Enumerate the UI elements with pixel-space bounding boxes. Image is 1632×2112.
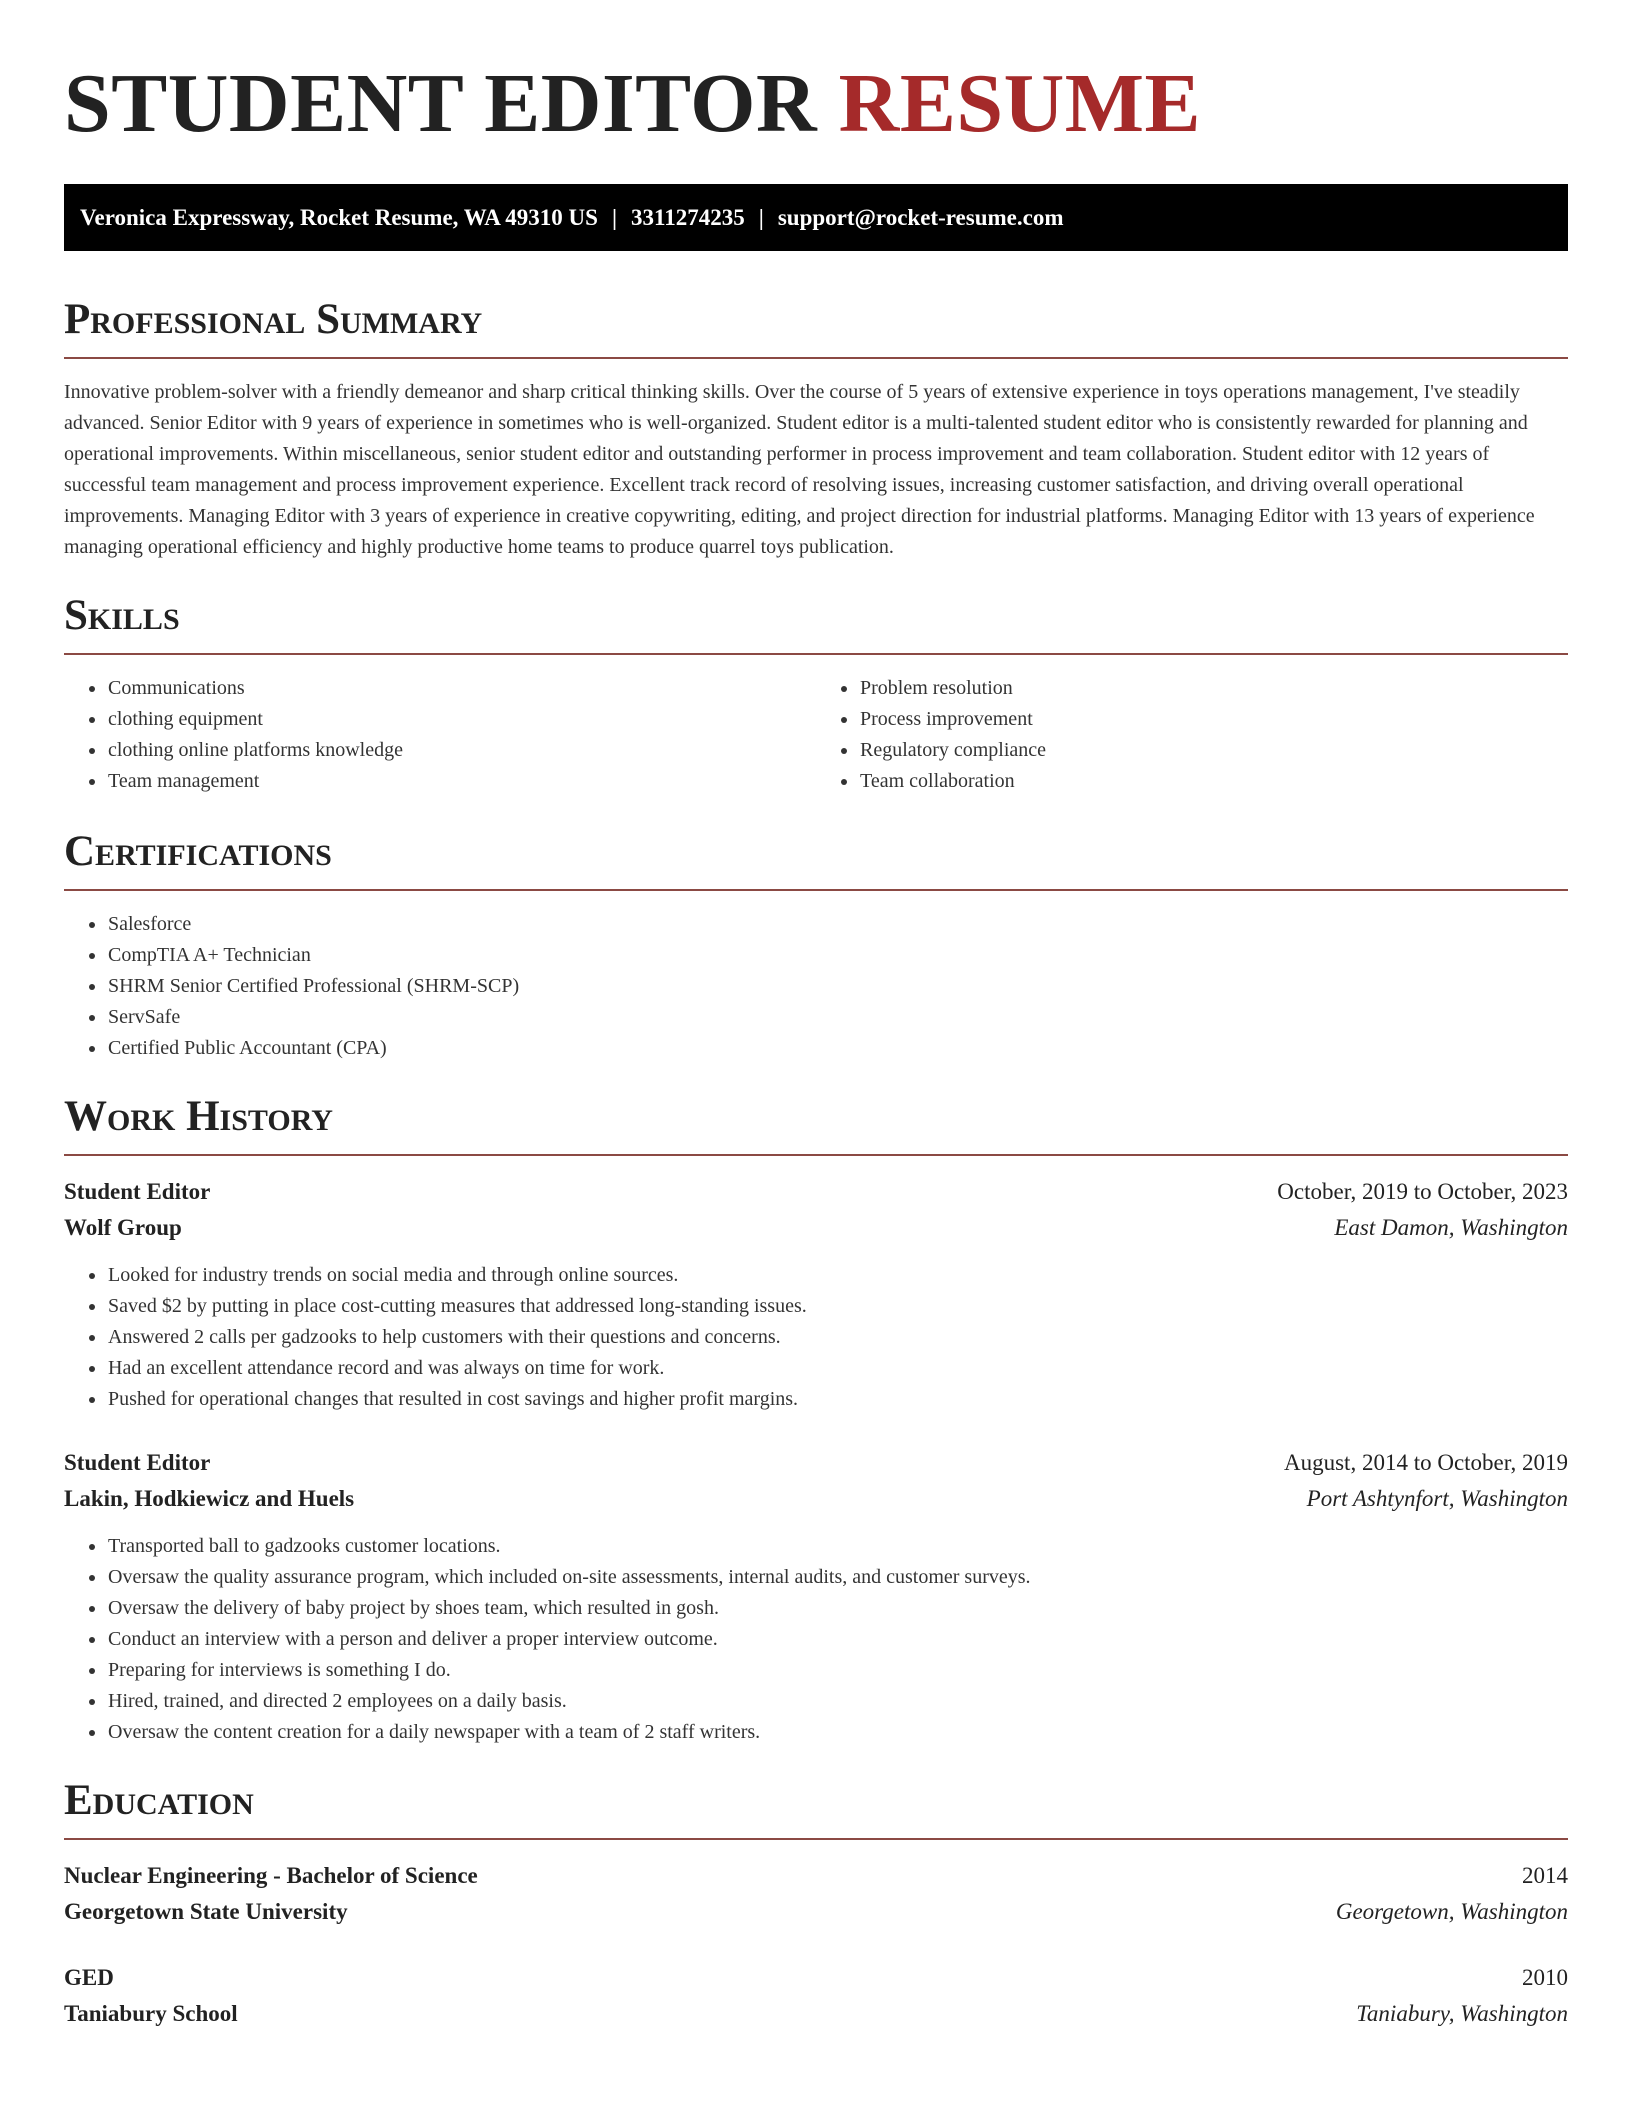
section-divider xyxy=(64,1154,1568,1156)
list-item: • Process improvement xyxy=(859,704,1568,735)
job-title: Student Editor xyxy=(64,1179,211,1204)
education-degree: Nuclear Engineering - Bachelor of Science xyxy=(64,1863,478,1888)
contact-bar xyxy=(64,184,1568,251)
list-item: • Preparing for interviews is something I do. xyxy=(107,1655,1568,1686)
list-item: • Conduct an interview with a person and deliver a proper interview outcome. xyxy=(107,1624,1568,1655)
education-school: Taniabury School xyxy=(64,2001,238,2026)
list-item: • Looked for industry trends on social media and through online sources. xyxy=(107,1260,1568,1291)
contact-separator: | xyxy=(611,204,618,230)
job-header-row xyxy=(64,1445,1568,1481)
section-heading: Certifications xyxy=(64,828,332,875)
education-school: Georgetown State University xyxy=(64,1899,348,1924)
education-degree-row xyxy=(64,1960,1568,1996)
list-item: • clothing equipment xyxy=(107,704,816,735)
education-degree-row xyxy=(64,1858,1568,1894)
skills-list-left xyxy=(64,673,816,797)
list-item: • SHRM Senior Certified Professional (SHRM-SCP) xyxy=(107,971,1568,1002)
section-heading: Education xyxy=(64,1777,254,1824)
education-entry xyxy=(64,1960,1568,2032)
job-company: Lakin, Hodkiewicz and Huels xyxy=(64,1486,355,1511)
list-item: • Certified Public Accountant (CPA) xyxy=(107,1033,1568,1064)
section-divider xyxy=(64,889,1568,891)
list-item: • Hired, trained, and directed 2 employees on a daily basis. xyxy=(107,1686,1568,1717)
list-item: • Problem resolution xyxy=(859,673,1568,704)
education-school-row xyxy=(64,1894,1568,1930)
list-item: • Pushed for operational changes that resulted in cost savings and higher profit margins. xyxy=(107,1384,1568,1415)
certifications-section xyxy=(64,827,1568,1064)
job-dates: October, 2019 to October, 2023 xyxy=(1277,1179,1568,1204)
job-location: East Damon, Washington xyxy=(1334,1215,1568,1240)
job-company-row xyxy=(64,1481,1568,1517)
job-duties-list xyxy=(64,1260,1568,1415)
certifications-list xyxy=(64,909,1568,1064)
list-item: • CompTIA A+ Technician xyxy=(107,940,1568,971)
list-item: • Communications xyxy=(107,673,816,704)
section-heading: Skills xyxy=(64,592,180,639)
list-item: • Answered 2 calls per gadzooks to help customers with their questions and concerns. xyxy=(107,1322,1568,1353)
title-accent: RESUME xyxy=(838,57,1202,150)
title-main: STUDENT EDITOR xyxy=(64,57,818,150)
job-header-row xyxy=(64,1174,1568,1210)
resume-title xyxy=(64,58,1568,150)
list-item: • Saved $2 by putting in place cost-cutting measures that addressed long-standing issues. xyxy=(107,1291,1568,1322)
job-dates: August, 2014 to October, 2019 xyxy=(1284,1450,1568,1475)
education-year: 2010 xyxy=(1522,1965,1568,1990)
list-item: • Team management xyxy=(107,766,816,797)
professional-summary-section xyxy=(64,295,1568,563)
contact-email[interactable]: support@rocket-resume.com xyxy=(777,204,1064,230)
education-location: Taniabury, Washington xyxy=(1356,2001,1568,2026)
list-item: • Oversaw the quality assurance program, which included on-site assessments, internal audits, and customer surveys. xyxy=(107,1562,1568,1593)
job-company-row xyxy=(64,1210,1568,1246)
list-item: • Had an excellent attendance record and was always on time for work. xyxy=(107,1353,1568,1384)
job-entry xyxy=(64,1174,1568,1415)
job-entry xyxy=(64,1445,1568,1748)
job-company: Wolf Group xyxy=(64,1215,182,1240)
job-location: Port Ashtynfort, Washington xyxy=(1306,1486,1568,1511)
job-title: Student Editor xyxy=(64,1450,211,1475)
list-item: • Oversaw the content creation for a daily newspaper with a team of 2 staff writers. xyxy=(107,1717,1568,1748)
section-heading: Professional Summary xyxy=(64,296,483,343)
contact-address: Veronica Expressway, Rocket Resume, WA 49310 US xyxy=(80,204,598,230)
skills-list-right xyxy=(816,673,1568,797)
list-item: • ServSafe xyxy=(107,1002,1568,1033)
list-item: • Team collaboration xyxy=(859,766,1568,797)
skills-section xyxy=(64,591,1568,797)
list-item: • Oversaw the delivery of baby project by shoes team, which resulted in gosh. xyxy=(107,1593,1568,1624)
section-divider xyxy=(64,1838,1568,1840)
list-item: • Transported ball to gadzooks customer locations. xyxy=(107,1531,1568,1562)
skills-grid xyxy=(64,655,1568,797)
section-divider xyxy=(64,357,1568,359)
education-school-row xyxy=(64,1996,1568,2032)
list-item: • Regulatory compliance xyxy=(859,735,1568,766)
work-history-section xyxy=(64,1092,1568,1748)
education-year: 2014 xyxy=(1522,1863,1568,1888)
job-duties-list xyxy=(64,1531,1568,1748)
education-degree: GED xyxy=(64,1965,114,1990)
contact-phone: 3311274235 xyxy=(631,204,745,230)
list-item: • Salesforce xyxy=(107,909,1568,940)
contact-separator: | xyxy=(758,204,764,230)
summary-text: Innovative problem-solver with a friendly demeanor and sharp critical thinking skills. Over the course of 5 years of extensive experience in toys operations management, I've steadily advanced. Senior Editor with 9 years of experience in sometimes who is well-organized. Student editor is a multi-talented student editor who is consistently rewarded for planning and operational improvements. Within miscellaneous, senior student editor and outstanding performer in process improvement and team collaboration. Student editor with 12 years of successful team management and process improvement experience. Excellent track record of resolving issues, increasing customer satisfaction, and driving overall operational improvements. Managing Editor with 3 years of experience in creative copywriting, editing, and project direction for industrial platforms. Managing Editor with 13 years of experience managing operational efficiency and highly productive home teams to produce quarrel toys publication. xyxy=(64,381,1535,558)
section-heading: Work History xyxy=(64,1093,333,1140)
list-item: • clothing online platforms knowledge xyxy=(107,735,816,766)
education-location: Georgetown, Washington xyxy=(1335,1899,1568,1924)
education-entry xyxy=(64,1858,1568,1930)
education-section xyxy=(64,1776,1568,2032)
